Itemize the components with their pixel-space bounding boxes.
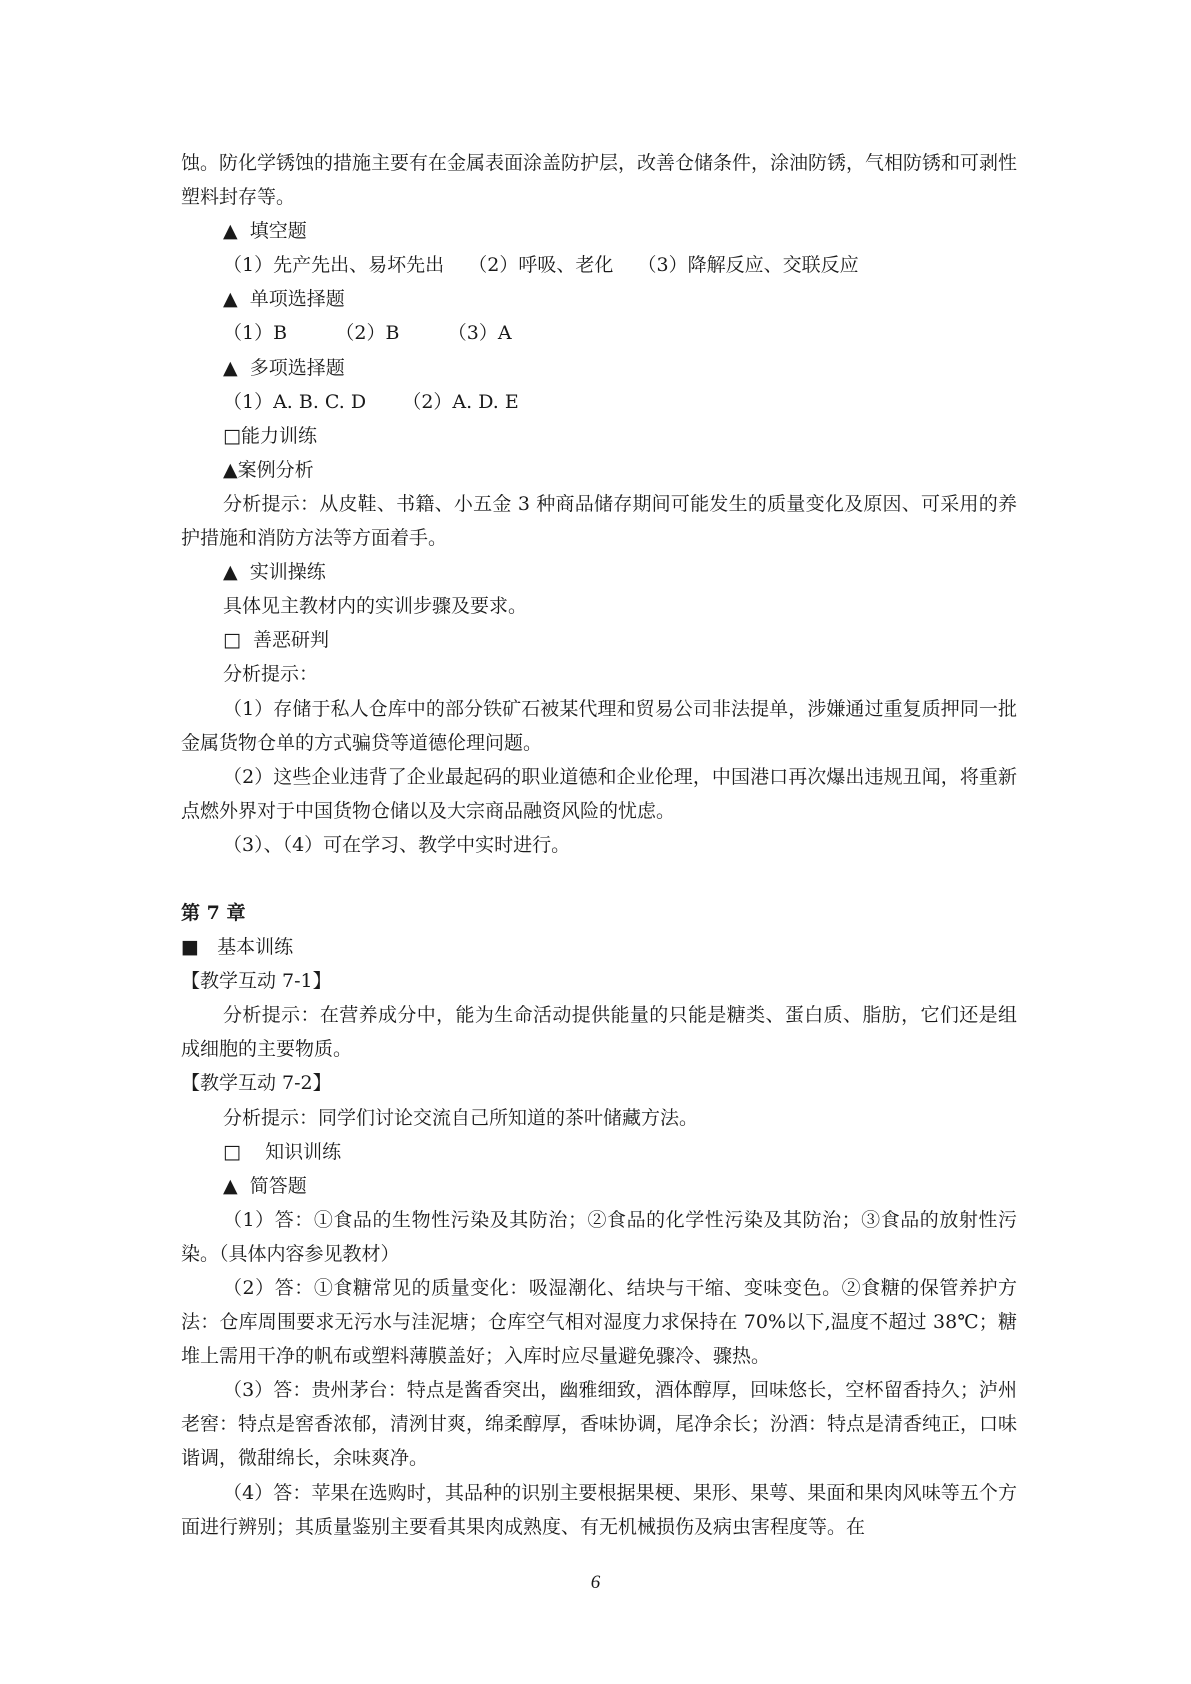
interaction-7-2-title: 【教学互动 7-2】 <box>181 1072 332 1095</box>
interaction-7-1-text: 分析提示：在营养成分中，能为生命活动提供能量的只能是糖类、蛋白质、脂肪，它们还是组成细胞的主要物质。 <box>181 1004 1017 1061</box>
knowledge-training-heading: □ 知识训练 <box>223 1140 342 1163</box>
case-analysis-heading: ▲案例分析 <box>223 458 314 481</box>
short-answer-3: （3）答：贵州茅台：特点是酱香突出，幽雅细致，酒体醇厚，回味悠长，空杯留香持久；泸州老窖：特点是窖香浓郁，清洌甘爽，绵柔醇厚，香味协调，尾净余长；汾酒：特点是清香纯正，口味谐调，微甜绵长，余味爽净。 <box>181 1379 1018 1470</box>
fill-in-heading: ▲ 填空题 <box>223 220 307 243</box>
ethics-heading: □ 善恶研判 <box>223 629 330 652</box>
short-answer-heading: ▲ 简答题 <box>223 1174 307 1197</box>
ethics-point-2: （2）这些企业违背了企业最起码的职业道德和企业伦理，中国港口再次爆出违规丑闻，将重新点燃外界对于中国货物仓储以及大宗商品融资风险的忧虑。 <box>181 765 1017 822</box>
chapter-title: 第 7 章 <box>181 901 246 924</box>
practice-text: 具体见主教材内的实训步骤及要求。 <box>223 595 528 618</box>
multiple-choice-answers: （1）A. B. C. D （2）A. D. E <box>223 390 519 413</box>
ethics-point-3-4: （3）、（4）可在学习、教学中实时进行。 <box>223 833 571 856</box>
basic-training-heading: ■ 基本训练 <box>181 936 294 959</box>
single-choice-heading: ▲ 单项选择题 <box>223 288 345 311</box>
single-choice-answers: （1）B （2）B （3）A <box>223 322 512 345</box>
section-gap <box>181 862 1017 896</box>
short-answer-1: （1）答：①食品的生物性污染及其防治；②食品的化学性污染及其防治；③食品的放射性污染。（具体内容参见教材） <box>181 1208 1017 1265</box>
practice-heading: ▲ 实训操练 <box>223 561 326 584</box>
multiple-choice-heading: ▲ 多项选择题 <box>223 356 345 379</box>
interaction-7-2-text: 分析提示：同学们讨论交流自己所知道的茶叶储藏方法。 <box>223 1106 699 1129</box>
short-answer-4: （4）答：苹果在选购时，其品种的识别主要根据果梗、果形、果萼、果面和果肉风味等五个方面进行辨别；其质量鉴别主要看其果肉成熟度、有无机械损伤及病虫害程度等。在 <box>181 1481 1017 1538</box>
page-number: 6 <box>590 1572 601 1593</box>
fill-in-answers: （1）先产先出、易坏先出 （2）呼吸、老化 （3）降解反应、交联反应 <box>223 254 859 277</box>
document-page <box>181 146 1017 1544</box>
interaction-7-1-title: 【教学互动 7-1】 <box>181 970 332 993</box>
case-analysis-text: 分析提示：从皮鞋、书籍、小五金 3 种商品储存期间可能发生的质量变化及原因、可采用的养护措施和消防方法等方面着手。 <box>181 492 1017 550</box>
ability-training-heading: □能力训练 <box>223 424 317 447</box>
continuation-paragraph: 蚀。防化学锈蚀的措施主要有在金属表面涂盖防护层，改善仓储条件，涂油防锈，气相防锈和可剥性塑料封存等。 <box>181 152 1018 209</box>
ethics-point-1: （1）存储于私人仓库中的部分铁矿石被某代理和贸易公司非法提单，涉嫌通过重复质押同一批金属货物仓单的方式骗贷等道德伦理问题。 <box>181 697 1017 754</box>
short-answer-2: （2）答：①食糖常见的质量变化：吸湿潮化、结块与干缩、变味变色。②食糖的保管养护方法：仓库周围要求无污水与洼泥塘；仓库空气相对湿度力求保持在 70%以下,温度不超过 38℃；糖堆上需用干净的帆布或塑料薄膜盖好；入库时应尽量避免骤冷、骤热。 <box>181 1277 1017 1368</box>
ethics-hint: 分析提示： <box>223 663 319 686</box>
